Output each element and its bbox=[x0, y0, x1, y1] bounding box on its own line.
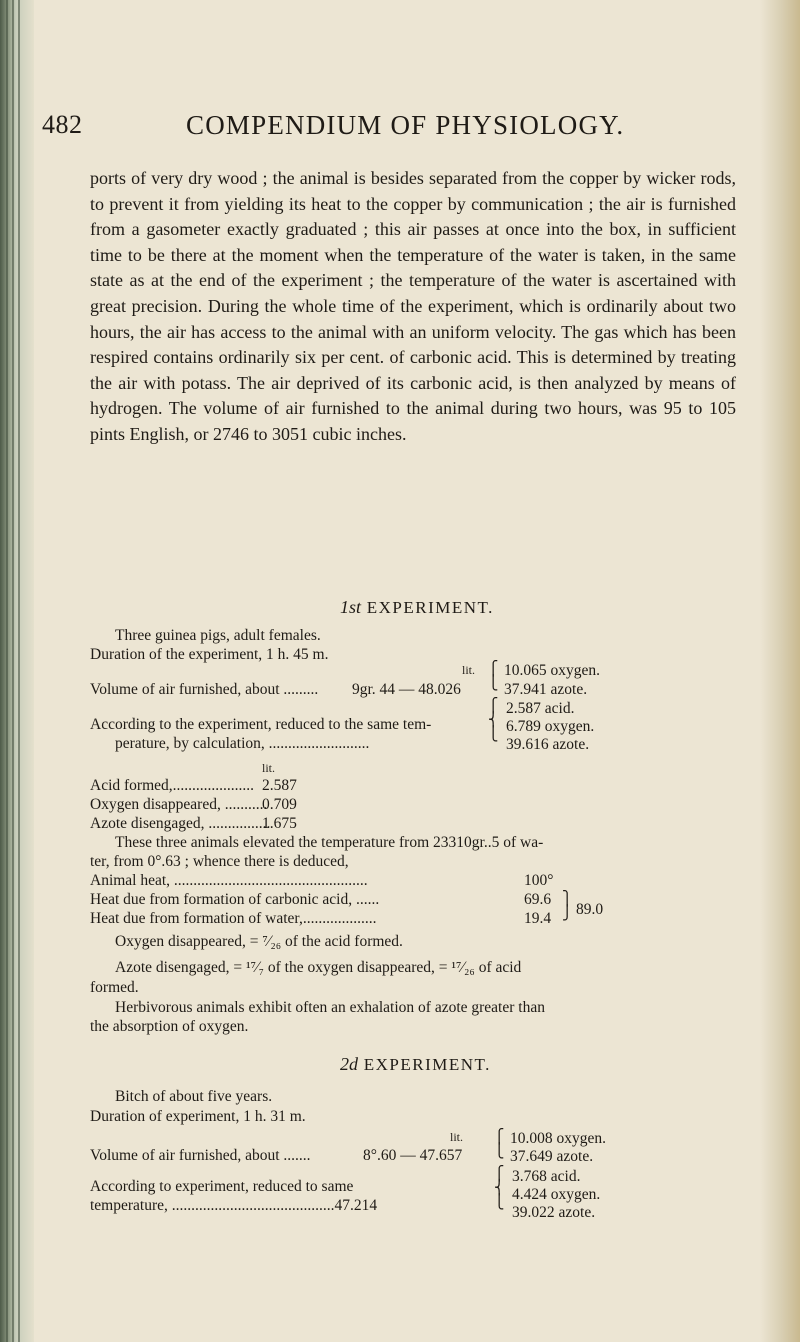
acid-formed-value: 2.587 bbox=[262, 777, 297, 794]
exp1-reduced-oxygen: 6.789 oxygen. bbox=[506, 718, 595, 735]
exp2-duration: Duration of experiment, 1 h. 31 m. bbox=[90, 1108, 306, 1125]
experiment-1-heading bbox=[340, 597, 494, 618]
exp2-reduced-label-2: temperature, ..........................................47.214 bbox=[90, 1197, 378, 1214]
azote-disengaged-value: 1.675 bbox=[262, 815, 297, 832]
exp1-reduced-acid: 2.587 acid. bbox=[506, 700, 575, 717]
azote-disengaged-label: Azote disengaged, ................ bbox=[90, 815, 271, 832]
exp2-volume-value: 8°.60 — 47.657 bbox=[363, 1147, 463, 1164]
acid-formed-label: Acid formed,..................... bbox=[90, 777, 255, 794]
elevation-line-1: These three animals elevated the temperature from 23310gr..5 of wa- bbox=[115, 834, 544, 851]
oxygen-disappeared-value: 0.709 bbox=[262, 796, 297, 813]
herbivorous-line-1: Herbivorous animals exhibit often an exhalation of azote greater than bbox=[115, 999, 545, 1016]
exp1-volume-azote: 37.941 azote. bbox=[504, 681, 588, 698]
book-binding-gutter bbox=[0, 0, 34, 1342]
exp1-lit-unit: lit. bbox=[462, 663, 476, 677]
exp2-lit-unit: lit. bbox=[450, 1130, 464, 1144]
exp2-reduced-brace: ⎧ ⎨ ⎩ bbox=[494, 1167, 505, 1210]
experiment-2-heading bbox=[340, 1054, 491, 1075]
water-heat-label: Heat due from formation of water,................... bbox=[90, 910, 377, 927]
experiment-1-title: EXPERIMENT. bbox=[366, 598, 494, 617]
page-edge-shadow bbox=[760, 0, 800, 1342]
exp2-volume-brace: ⎧ ⎩ bbox=[494, 1130, 505, 1159]
exp1-reduced-label-2: perature, by calculation, .......................... bbox=[115, 735, 370, 752]
running-title: COMPENDIUM OF PHYSIOLOGY. bbox=[186, 110, 625, 140]
animal-heat-label: Animal heat, .................................................. bbox=[90, 872, 368, 889]
heat-total-value: 89.0 bbox=[576, 901, 604, 918]
page-number: 482 bbox=[42, 110, 83, 139]
elevation-line-2: ter, from 0°.63 ; whence there is deduced, bbox=[90, 853, 349, 870]
exp1-reduced-azote: 39.616 azote. bbox=[506, 736, 590, 753]
azote-ratio-statement-cont: formed. bbox=[90, 979, 139, 996]
exp1-lit-unit-2: lit. bbox=[262, 761, 276, 775]
exp1-subject: Three guinea pigs, adult females. bbox=[115, 627, 321, 644]
exp1-volume-label: Volume of air furnished, about ......... bbox=[90, 681, 319, 698]
exp1-volume-brace: ⎧ ⎩ bbox=[488, 662, 499, 691]
intro-paragraph: ports of very dry wood ; the animal is besides separated from the copper by wicker rods, to prevent it from yielding its heat to the copper by communication ; the air is furnished from a gasometer exactly graduated ; this air passes at once into the box, in sufficient time to be there at the moment when the temperature of the water is taken, in the same state as at the end of the experiment ; the temperature of the water is ascertained with great precision. During the whole time of the experiment, which is ordinarily about two hours, the air has access to the animal with an uniform velocity. The gas which has been respired contains ordinarily six per cent. of carbonic acid. This is determined by treating the air with potass. The air deprived of its carbonic acid, is then analyzed by means of hydrogen. The volume of air furnished to the animal during two hours, was 95 to 105 pints English, or 2746 to 3051 cubic inches. bbox=[90, 168, 736, 444]
heat-total-brace: ⎫ ⎭ bbox=[562, 892, 573, 921]
carbonic-heat-label: Heat due from formation of carbonic acid, ...... bbox=[90, 891, 380, 908]
experiment-1-number: 1st bbox=[340, 597, 362, 617]
azote-ratio-statement: Azote disengaged, = ¹⁷⁄₇ of the oxygen disappeared, = ¹⁷⁄₂₆ of acid bbox=[115, 959, 522, 976]
experiment-2-title: EXPERIMENT. bbox=[363, 1055, 491, 1074]
exp2-volume-azote: 37.649 azote. bbox=[510, 1148, 594, 1165]
exp1-volume-value: 9gr. 44 — 48.026 bbox=[352, 681, 461, 698]
exp1-reduced-brace: ⎧ ⎨ ⎩ bbox=[488, 699, 499, 742]
herbivorous-line-2: the absorption of oxygen. bbox=[90, 1018, 249, 1035]
water-heat-value: 19.4 bbox=[524, 910, 552, 927]
oxygen-ratio-statement: Oxygen disappeared, = ⁷⁄₂₆ of the acid formed. bbox=[115, 933, 403, 950]
exp2-reduced-azote: 39.022 azote. bbox=[512, 1204, 596, 1221]
exp2-reduced-acid: 3.768 acid. bbox=[512, 1168, 581, 1185]
carbonic-heat-value: 69.6 bbox=[524, 891, 552, 908]
experiment-2-number: 2d bbox=[340, 1054, 358, 1074]
exp1-volume-oxygen: 10.065 oxygen. bbox=[504, 662, 601, 679]
exp2-subject: Bitch of about five years. bbox=[115, 1088, 273, 1105]
exp2-reduced-oxygen: 4.424 oxygen. bbox=[512, 1186, 601, 1203]
animal-heat-value: 100° bbox=[524, 872, 554, 889]
exp2-volume-oxygen: 10.008 oxygen. bbox=[510, 1130, 607, 1147]
exp1-reduced-label-1: According to the experiment, reduced to the same tem- bbox=[90, 716, 432, 733]
exp2-reduced-label-1: According to experiment, reduced to same bbox=[90, 1178, 354, 1195]
oxygen-disappeared-label: Oxygen disappeared, ........... bbox=[90, 796, 268, 813]
exp2-volume-label: Volume of air furnished, about ....... bbox=[90, 1147, 311, 1164]
exp1-duration: Duration of the experiment, 1 h. 45 m. bbox=[90, 646, 329, 663]
